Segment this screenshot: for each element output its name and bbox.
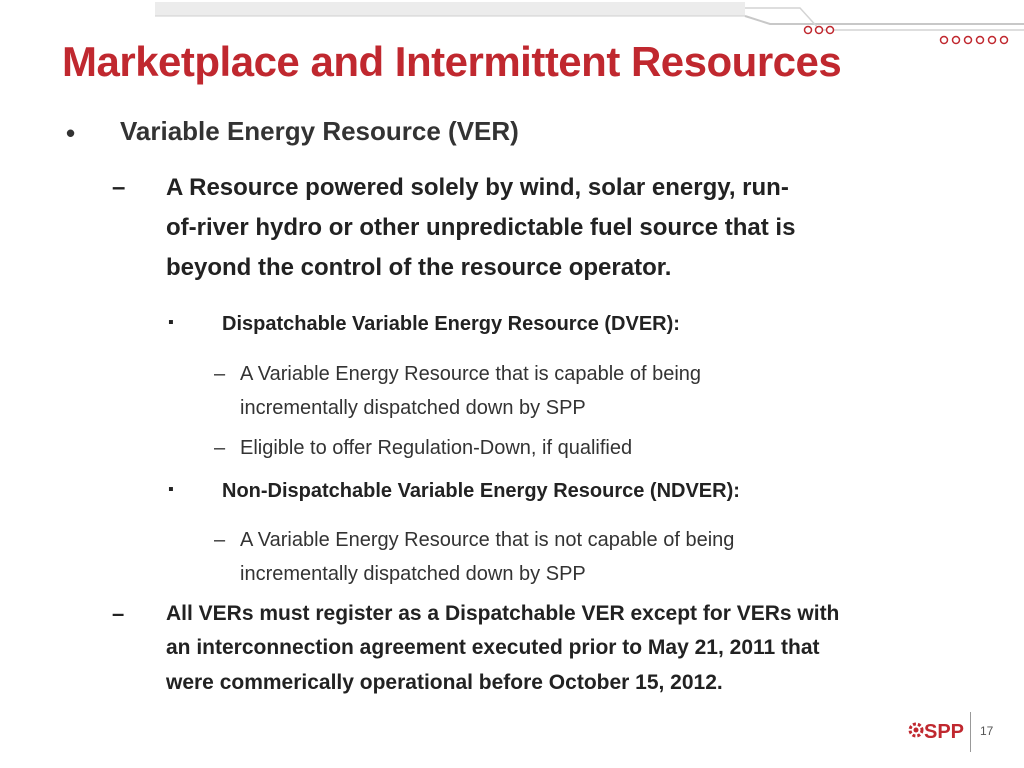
dash-marker: – — [214, 363, 226, 385]
spp-logo — [908, 714, 965, 746]
dash-marker: – — [112, 174, 126, 201]
dver-item-1-line-2: incrementally dispatched down by SPP — [240, 397, 586, 419]
slide-title: Marketplace and Intermittent Resources — [62, 38, 842, 85]
ver-definition-line-1: A Resource powered solely by wind, solar energy, run- — [166, 174, 789, 201]
ndver-item-1-line-2: incrementally dispatched down by SPP — [240, 563, 586, 585]
register-line-3: were commerically operational before October 15, 2012. — [166, 671, 723, 694]
square-marker: ▪ — [168, 314, 174, 331]
dash-marker: – — [214, 437, 226, 459]
bullet-ver-heading: Variable Energy Resource (VER) — [120, 116, 519, 146]
footer-divider — [970, 712, 971, 752]
dver-item-1-line-1: A Variable Energy Resource that is capable of being — [240, 363, 702, 385]
ndver-heading: Non-Dispatchable Variable Energy Resource (NDVER): — [222, 480, 740, 502]
square-marker: ▪ — [168, 481, 174, 498]
dver-heading: Dispatchable Variable Energy Resource (DVER): — [222, 313, 680, 335]
ver-definition-line-3: beyond the control of the resource operator. — [166, 254, 672, 281]
svg-text:SPP: SPP — [924, 721, 965, 743]
ndver-item-1-line-1: A Variable Energy Resource that is not capable of being — [240, 529, 735, 551]
register-line-1: All VERs must register as a Dispatchable VER except for VERs with — [166, 602, 840, 625]
bullet-marker: • — [66, 118, 76, 148]
dash-marker: – — [112, 601, 125, 626]
ver-definition-line-2: of-river hydro or other unpredictable fuel source that is — [166, 214, 796, 241]
register-line-2: an interconnection agreement executed prior to May 21, 2011 that — [166, 636, 820, 659]
dver-item-2-line-1: Eligible to offer Regulation-Down, if qualified — [240, 437, 633, 459]
dash-marker: – — [214, 529, 226, 551]
page-number: 17 — [980, 724, 994, 738]
